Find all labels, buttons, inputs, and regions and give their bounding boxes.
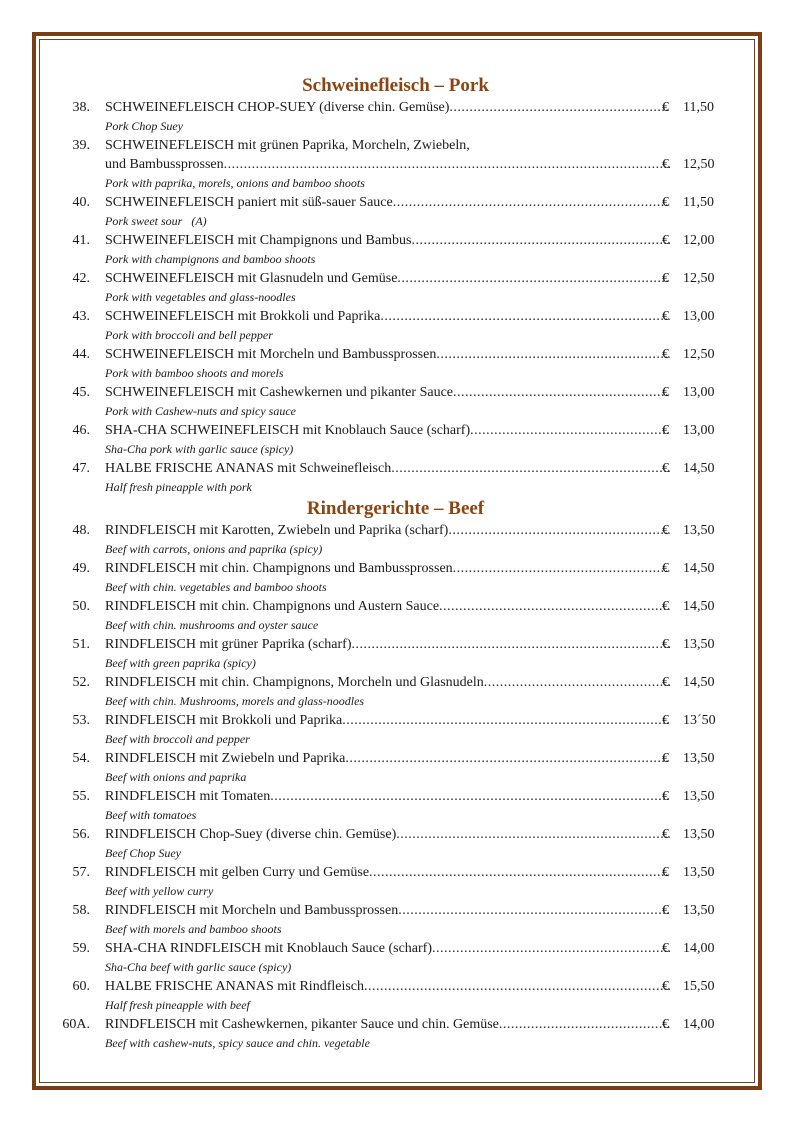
item-name-german: RINDFLEISCH mit gelben Curry und Gemüse bbox=[105, 865, 370, 880]
dot-leader bbox=[398, 901, 670, 920]
dot-leader bbox=[224, 155, 670, 174]
menu-item bbox=[0, 1015, 793, 1053]
item-number: 39. bbox=[72, 138, 90, 153]
currency-symbol: € bbox=[662, 347, 669, 362]
menu-item bbox=[0, 901, 793, 939]
currency-symbol: € bbox=[662, 637, 669, 652]
currency-symbol: € bbox=[662, 1017, 669, 1032]
item-price: 13,50 bbox=[683, 637, 715, 652]
item-number: 47. bbox=[72, 461, 90, 476]
item-name-german: SCHWEINEFLEISCH paniert mit süß-sauer Sauce bbox=[105, 195, 393, 210]
dot-leader bbox=[448, 521, 670, 540]
section-title: Rindergerichte – Beef bbox=[306, 498, 485, 519]
menu-item bbox=[0, 825, 793, 863]
item-name-english: Half fresh pineapple with beef bbox=[105, 998, 250, 1012]
item-price: 14,50 bbox=[683, 599, 715, 614]
item-name-english: Beef with green paprika (spicy) bbox=[105, 656, 256, 670]
menu-item bbox=[0, 521, 793, 559]
currency-symbol: € bbox=[662, 789, 669, 804]
dot-leader bbox=[432, 939, 670, 958]
item-name-english: Beef with broccoli and pepper bbox=[105, 732, 250, 746]
item-number: 42. bbox=[72, 271, 90, 286]
item-name-german: SCHWEINEFLEISCH mit Cashewkernen und pikanter Sauce bbox=[105, 385, 453, 400]
item-price: 12,50 bbox=[683, 347, 715, 362]
item-name-english: Beef Chop Suey bbox=[105, 846, 181, 860]
dot-leader bbox=[369, 863, 670, 882]
menu-item bbox=[0, 711, 793, 749]
item-name-german: RINDFLEISCH mit chin. Champignons und Austern Sauce bbox=[105, 599, 440, 614]
item-price: 12,50 bbox=[683, 271, 715, 286]
currency-symbol: € bbox=[662, 100, 669, 115]
currency-symbol: € bbox=[662, 979, 669, 994]
currency-symbol: € bbox=[662, 309, 669, 324]
menu-item bbox=[0, 136, 793, 193]
dot-leader bbox=[345, 749, 670, 768]
currency-symbol: € bbox=[662, 713, 669, 728]
item-name-german: RINDFLEISCH mit chin. Champignons, Morcheln und Glasnudeln bbox=[105, 675, 484, 690]
menu-item bbox=[0, 863, 793, 901]
item-price: 14,00 bbox=[683, 941, 715, 956]
item-number: 45. bbox=[72, 385, 90, 400]
item-number: 60A. bbox=[62, 1017, 90, 1032]
item-number: 43. bbox=[72, 309, 90, 324]
dot-leader bbox=[342, 711, 670, 730]
item-name-english: Beef with chin. mushrooms and oyster sauce bbox=[105, 618, 319, 632]
item-name-english: Beef with yellow curry bbox=[105, 884, 214, 898]
menu-item bbox=[0, 977, 793, 1015]
item-name-german: RINDFLEISCH mit chin. Champignons und Bambussprossen bbox=[105, 561, 453, 576]
item-price: 13,50 bbox=[683, 827, 715, 842]
item-name-german: SHA-CHA RINDFLEISCH mit Knoblauch Sauce (scharf) bbox=[105, 941, 433, 956]
menu-item bbox=[0, 421, 793, 459]
currency-symbol: € bbox=[662, 523, 669, 538]
item-number: 60. bbox=[72, 979, 90, 994]
currency-symbol: € bbox=[662, 675, 669, 690]
dot-leader bbox=[396, 825, 670, 844]
dot-leader bbox=[484, 673, 670, 692]
item-name-english: Sha-Cha pork with garlic sauce (spicy) bbox=[105, 442, 294, 456]
item-name-english: Beef with chin. Mushrooms, morels and glass-noodles bbox=[105, 694, 365, 708]
menu-item bbox=[0, 597, 793, 635]
menu-item bbox=[0, 98, 793, 136]
currency-symbol: € bbox=[662, 751, 669, 766]
dot-leader bbox=[453, 383, 670, 402]
item-number: 38. bbox=[72, 100, 90, 115]
dot-leader bbox=[453, 559, 670, 578]
currency-symbol: € bbox=[662, 827, 669, 842]
currency-symbol: € bbox=[662, 865, 669, 880]
item-price: 15,50 bbox=[683, 979, 715, 994]
currency-symbol: € bbox=[662, 233, 669, 248]
menu-item bbox=[0, 269, 793, 307]
dot-leader bbox=[352, 635, 670, 654]
menu-item bbox=[0, 459, 793, 497]
dot-leader bbox=[470, 421, 670, 440]
item-name-german: SCHWEINEFLEISCH mit Morcheln und Bambussprossen bbox=[105, 347, 437, 362]
currency-symbol: € bbox=[662, 599, 669, 614]
item-price: 14,50 bbox=[683, 461, 715, 476]
item-price: 13,50 bbox=[683, 523, 715, 538]
item-name-english: Pork with paprika, morels, onions and bamboo shoots bbox=[105, 176, 365, 190]
menu-item bbox=[0, 193, 793, 231]
dot-leader bbox=[411, 231, 670, 250]
item-number: 49. bbox=[72, 561, 90, 576]
item-number: 54. bbox=[72, 751, 90, 766]
item-price: 13,50 bbox=[683, 865, 715, 880]
item-name-german: HALBE FRISCHE ANANAS mit Rindfleisch bbox=[105, 979, 365, 994]
menu-item bbox=[0, 939, 793, 977]
item-name-english: Pork with vegetables and glass-noodles bbox=[105, 290, 296, 304]
dot-leader bbox=[439, 597, 670, 616]
item-number: 53. bbox=[72, 713, 90, 728]
item-name-german: SCHWEINEFLEISCH mit Brokkoli und Paprika bbox=[105, 309, 381, 324]
item-name-english: Beef with cashew-nuts, spicy sauce and chin. vegetable bbox=[105, 1036, 370, 1050]
currency-symbol: € bbox=[662, 561, 669, 576]
item-price: 13,50 bbox=[683, 903, 715, 918]
dot-leader bbox=[436, 345, 670, 364]
item-price: 13,00 bbox=[683, 309, 715, 324]
menu-item bbox=[0, 307, 793, 345]
dot-leader bbox=[380, 307, 670, 326]
dot-leader bbox=[499, 1015, 670, 1034]
item-name-english: Beef with carrots, onions and paprika (spicy) bbox=[105, 542, 323, 556]
item-name-english: Beef with tomatoes bbox=[105, 808, 197, 822]
item-number: 55. bbox=[72, 789, 90, 804]
section-title: Schweinefleisch – Pork bbox=[302, 75, 489, 96]
item-price: 11,50 bbox=[683, 195, 714, 210]
item-name-english: Pork with champignons and bamboo shoots bbox=[105, 252, 316, 266]
currency-symbol: € bbox=[662, 461, 669, 476]
item-number: 48. bbox=[72, 523, 90, 538]
currency-symbol: € bbox=[662, 941, 669, 956]
item-number: 51. bbox=[72, 637, 90, 652]
item-price: 14,50 bbox=[683, 561, 715, 576]
item-name-english: Sha-Cha beef with garlic sauce (spicy) bbox=[105, 960, 292, 974]
item-name-english: Pork sweet sour (A) bbox=[105, 214, 207, 228]
item-name-english: Beef with onions and paprika bbox=[105, 770, 247, 784]
menu-item bbox=[0, 673, 793, 711]
dot-leader bbox=[391, 459, 670, 478]
currency-symbol: € bbox=[662, 271, 669, 286]
currency-symbol: € bbox=[662, 157, 669, 172]
item-name-german: RINDFLEISCH mit Morcheln und Bambussprossen bbox=[105, 903, 399, 918]
item-name-english: Pork with broccoli and bell pepper bbox=[105, 328, 273, 342]
menu-item bbox=[0, 345, 793, 383]
item-name-german: RINDFLEISCH mit Cashewkernen, pikanter Sauce und chin. Gemüse bbox=[105, 1017, 499, 1032]
item-number: 46. bbox=[72, 423, 90, 438]
item-number: 58. bbox=[72, 903, 90, 918]
dot-leader bbox=[393, 193, 670, 212]
item-name-german: SCHWEINEFLEISCH mit Champignons und Bambus bbox=[105, 233, 412, 248]
item-name-english: Pork with bamboo shoots and morels bbox=[105, 366, 284, 380]
item-number: 59. bbox=[72, 941, 90, 956]
menu-item bbox=[0, 787, 793, 825]
menu-item bbox=[0, 231, 793, 269]
item-price: 12,50 bbox=[683, 157, 715, 172]
item-name-german: RINDFLEISCH mit Tomaten bbox=[105, 789, 271, 804]
item-price: 14,00 bbox=[683, 1017, 715, 1032]
item-name-english: Beef with chin. vegetables and bamboo shoots bbox=[105, 580, 327, 594]
item-name-german: RINDFLEISCH mit Brokkoli und Paprika bbox=[105, 713, 343, 728]
item-name-german: RINDFLEISCH mit Karotten, Zwiebeln und Paprika (scharf) bbox=[105, 523, 449, 538]
item-name-german: HALBE FRISCHE ANANAS mit Schweinefleisch bbox=[105, 461, 392, 476]
item-name-german: RINDFLEISCH mit grüner Paprika (scharf) bbox=[105, 637, 352, 652]
item-name-german: SCHWEINEFLEISCH mit Glasnudeln und Gemüse bbox=[105, 271, 398, 286]
item-name-english: Half fresh pineapple with pork bbox=[105, 480, 252, 494]
currency-symbol: € bbox=[662, 385, 669, 400]
currency-symbol: € bbox=[662, 195, 669, 210]
item-price: 11,50 bbox=[683, 100, 714, 115]
currency-symbol: € bbox=[662, 423, 669, 438]
dot-leader bbox=[270, 787, 670, 806]
item-name-german: SCHWEINEFLEISCH CHOP-SUEY (diverse chin. Gemüse) bbox=[105, 100, 450, 115]
item-name-line1: SCHWEINEFLEISCH mit grünen Paprika, Morcheln, Zwiebeln, bbox=[105, 138, 470, 153]
item-name-german: RINDFLEISCH Chop-Suey (diverse chin. Gemüse) bbox=[105, 827, 397, 842]
item-number: 40. bbox=[72, 195, 90, 210]
item-price: 13,00 bbox=[683, 423, 715, 438]
item-price: 13,50 bbox=[683, 789, 715, 804]
menu-item bbox=[0, 635, 793, 673]
item-price: 12,00 bbox=[683, 233, 715, 248]
dot-leader bbox=[449, 98, 670, 117]
item-price: 13,00 bbox=[683, 385, 715, 400]
dot-leader bbox=[364, 977, 670, 996]
item-name-german: RINDFLEISCH mit Zwiebeln und Paprika bbox=[105, 751, 346, 766]
item-number: 44. bbox=[72, 347, 90, 362]
menu-item bbox=[0, 559, 793, 597]
currency-symbol: € bbox=[662, 903, 669, 918]
item-name-english: Pork Chop Suey bbox=[105, 119, 183, 133]
item-name-german: und Bambussprossen bbox=[105, 157, 224, 172]
item-number: 50. bbox=[72, 599, 90, 614]
item-name-english: Beef with morels and bamboo shoots bbox=[105, 922, 282, 936]
dot-leader bbox=[397, 269, 670, 288]
item-name-english: Pork with Cashew-nuts and spicy sauce bbox=[105, 404, 296, 418]
item-price: 13´50 bbox=[683, 713, 716, 728]
menu-content bbox=[0, 74, 793, 1053]
menu-item bbox=[0, 383, 793, 421]
menu-item bbox=[0, 749, 793, 787]
item-price: 14,50 bbox=[683, 675, 715, 690]
item-name-german: SHA-CHA SCHWEINEFLEISCH mit Knoblauch Sauce (scharf) bbox=[105, 423, 471, 438]
item-number: 56. bbox=[72, 827, 90, 842]
item-number: 57. bbox=[72, 865, 90, 880]
item-number: 52. bbox=[72, 675, 90, 690]
item-price: 13,50 bbox=[683, 751, 715, 766]
item-number: 41. bbox=[72, 233, 90, 248]
